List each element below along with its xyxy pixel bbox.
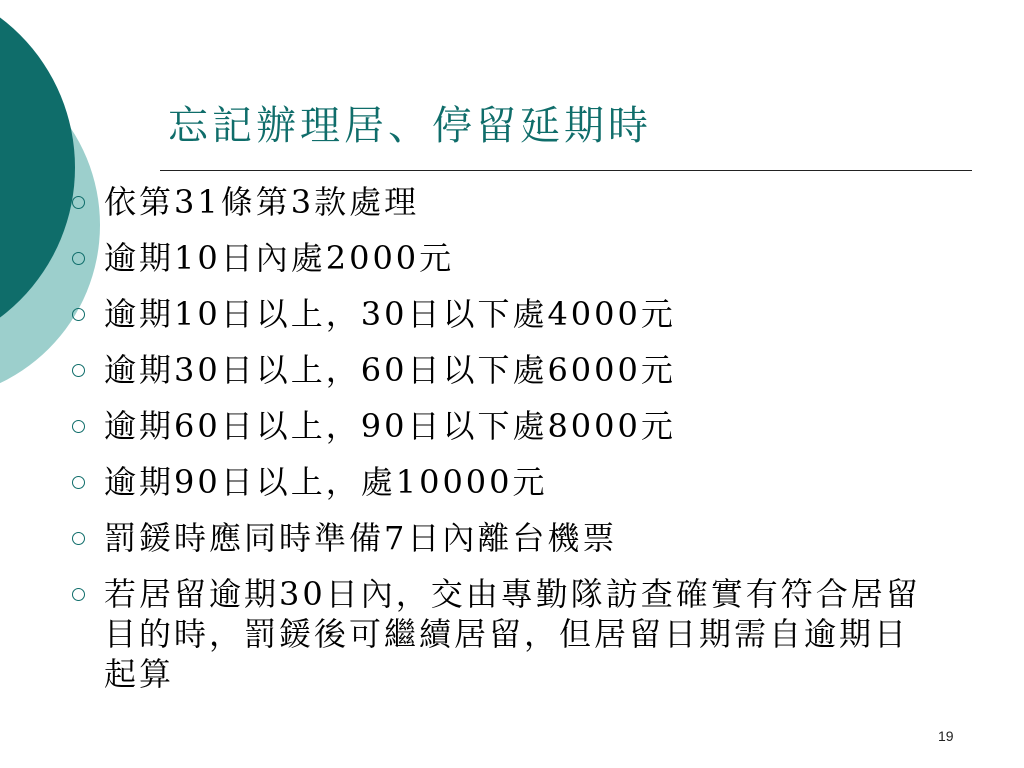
hollow-circle-icon — [72, 588, 85, 601]
bullet-item — [60, 574, 940, 694]
slide-title: 忘記辦理居、停留延期時 — [168, 103, 652, 149]
bullet-text: 逾期90日以上，處10000元 — [104, 463, 548, 501]
bullet-text: 依第31條第3款處理 — [104, 183, 420, 221]
hollow-circle-icon — [72, 308, 85, 321]
page-number: 19 — [938, 728, 954, 744]
bullet-text: 逾期10日內處2000元 — [104, 239, 455, 277]
bullet-list — [60, 182, 940, 710]
hollow-circle-icon — [72, 196, 85, 209]
bullet-item — [60, 182, 940, 222]
bullet-text: 逾期60日以上，90日以下處8000元 — [104, 407, 676, 445]
hollow-circle-icon — [72, 252, 85, 265]
hollow-circle-icon — [72, 476, 85, 489]
bullet-item — [60, 294, 940, 334]
bullet-item — [60, 350, 940, 390]
bullet-text: 若居留逾期30日內，交由專勤隊訪查確實有符合居留目的時，罰鍰後可繼續居留，但居留日期需自逾期日起算 — [104, 575, 921, 693]
hollow-circle-icon — [72, 364, 85, 377]
hollow-circle-icon — [72, 532, 85, 545]
bullet-text: 逾期30日以上，60日以下處6000元 — [104, 351, 676, 389]
hollow-circle-icon — [72, 420, 85, 433]
title-underline — [160, 170, 972, 171]
bullet-text: 罰鍰時應同時準備7日內離台機票 — [104, 519, 618, 557]
bullet-item — [60, 406, 940, 446]
bullet-item — [60, 462, 940, 502]
bullet-text: 逾期10日以上，30日以下處4000元 — [104, 295, 676, 333]
bullet-item — [60, 518, 940, 558]
bullet-item — [60, 238, 940, 278]
